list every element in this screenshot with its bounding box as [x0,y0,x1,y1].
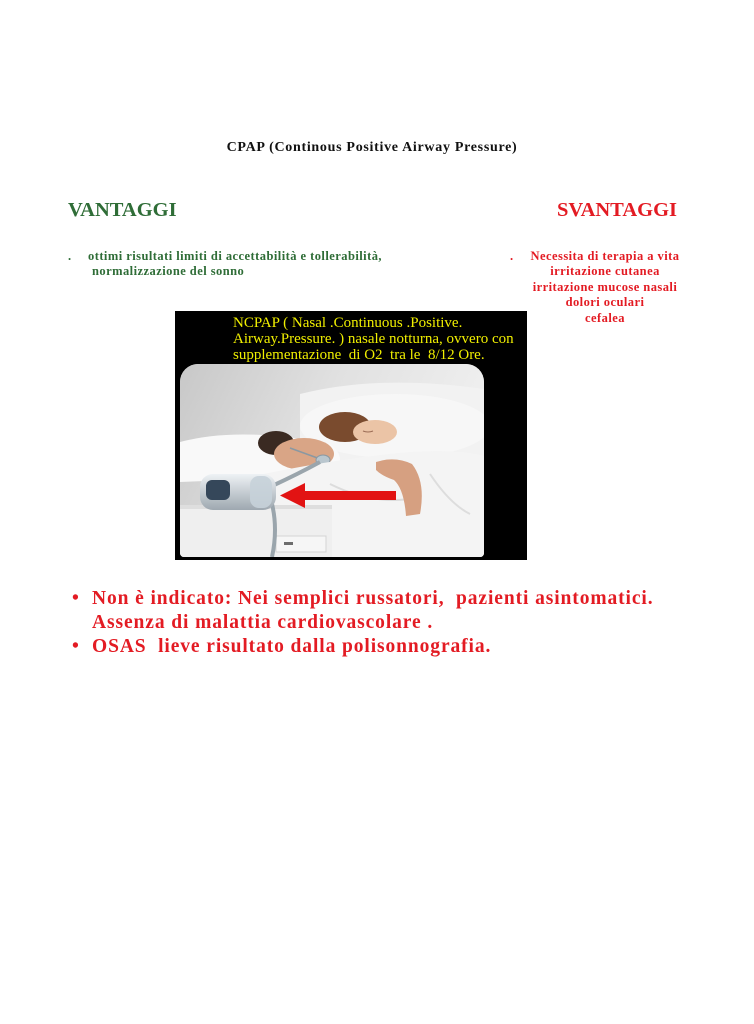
cpap-machine [200,474,276,510]
advantages-bullet-marker: . [68,249,72,263]
ncpap-figure [175,311,527,560]
figure-caption-line: Airway.Pressure. ) nasale notturna, ovvero con [233,331,514,347]
notes-list [72,587,654,659]
note-item [72,587,654,635]
note-text [92,635,491,659]
advantages-line: normalizzazione del sonno [92,264,245,278]
disadvantages-bullet-marker: . [510,248,514,263]
advantages-line: ottimi risultati limiti di accettabilità e tollerabilità, [88,249,382,263]
advantages-heading: VANTAGGI [68,199,177,221]
document-title: CPAP (Continous Positive Airway Pressure) [226,140,518,155]
note-line: OSAS lieve risultato dalla polisonnografia. [92,636,492,657]
disadvantages-line: irritazione mucose nasali [532,279,678,294]
note-line: Assenza di malattia cardiovascolare . [92,612,434,633]
note-text [92,587,654,635]
nightstand [180,505,332,557]
note-item [72,635,654,659]
cpap-photo-drawing [180,364,484,557]
figure-caption [233,315,514,363]
bullet-marker: • [72,636,79,657]
disadvantages-list [520,249,690,327]
bullet-marker: • [72,588,79,609]
disadvantages-line: Necessita di terapia a vita [530,248,680,263]
figure-caption-line: NCPAP ( Nasal .Continuous .Positive. [233,315,463,331]
disadvantages-line: dolori oculari [565,295,645,309]
disadvantages-line: cefalea [585,310,625,325]
figure-caption-line: supplementazione di O2 tra le 8/12 Ore. [233,347,485,363]
disadvantages-heading: SVANTAGGI [557,199,677,221]
cpap-photo [180,364,484,557]
disadvantages-line: irritazione cutanea [550,264,660,278]
note-line: Non è indicato: Nei semplici russatori, pazienti asintomatici. [92,588,654,609]
